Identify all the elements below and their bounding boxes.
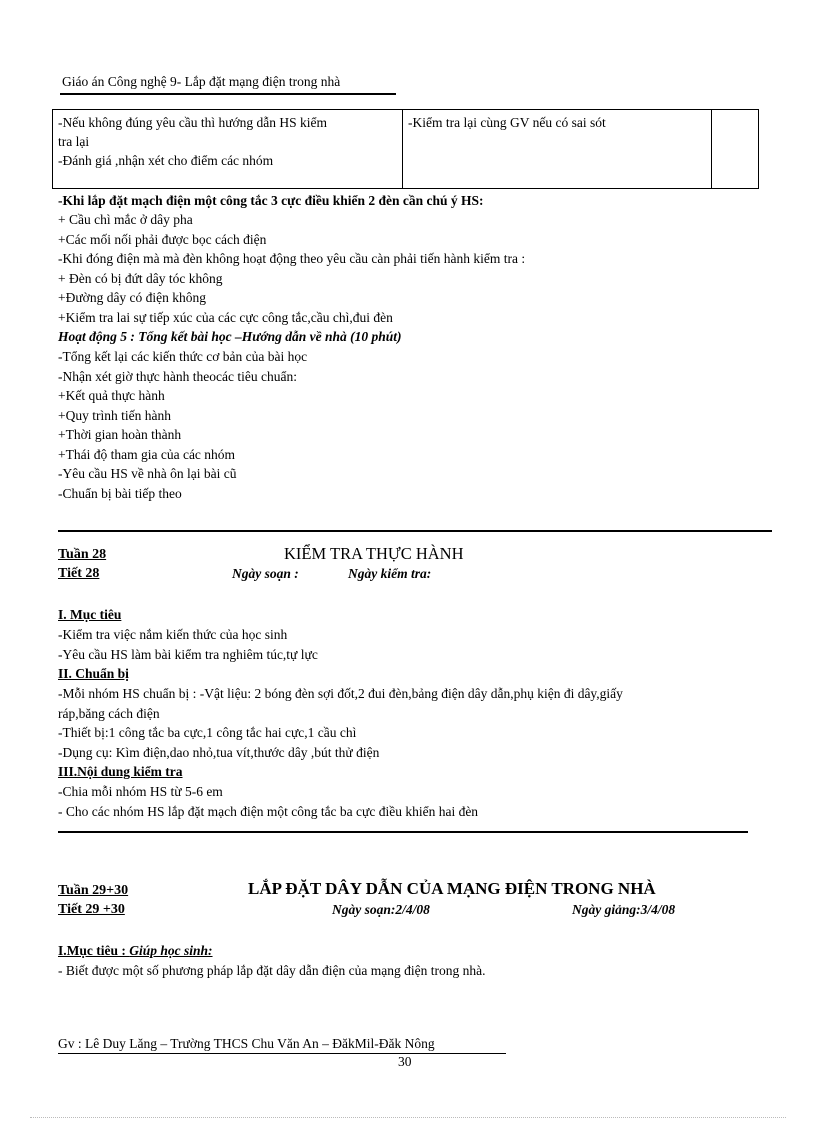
list-item: - Biết được một số phương pháp lắp đặt dây dẫn điện của mạng điện trong nhà. bbox=[58, 963, 486, 978]
activity5-heading: Hoạt động 5 : Tổng kết bài học –Hướng dẫn về nhà (10 phút) bbox=[58, 329, 402, 344]
lesson29-objective-list bbox=[58, 961, 485, 981]
section-divider bbox=[58, 831, 748, 833]
section-divider bbox=[58, 530, 772, 532]
footer-underline bbox=[58, 1053, 506, 1054]
list-item: +Quy trình tiến hành bbox=[58, 407, 171, 423]
list-item: +Thái độ tham gia của các nhóm bbox=[58, 446, 236, 462]
list-item: -Yêu cầu HS làm bài kiểm tra nghiêm túc,tự lực bbox=[58, 646, 318, 662]
notes-heading: -Khi lắp đặt mạch điện một công tắc 3 cực điều khiển 2 đèn cần chú ý HS: bbox=[58, 193, 484, 208]
lesson28-sec1-list bbox=[58, 625, 318, 664]
lesson28-sec2-title: II. Chuẩn bị bbox=[58, 666, 129, 681]
list-item: + Cầu chì mắc ở dây pha bbox=[58, 212, 193, 227]
table-line: -Đánh giá ,nhận xét cho điểm các nhóm bbox=[58, 153, 274, 168]
activity5-list bbox=[58, 347, 307, 503]
lesson28-sec2-list bbox=[58, 684, 623, 762]
lesson28-test-date: Ngày kiểm tra: bbox=[348, 566, 432, 581]
list-item: -Khi đóng điện mà mà đèn không hoạt động theo yêu cầu càn phải tiến hành kiểm tra : bbox=[58, 251, 526, 266]
list-item: -Mỗi nhóm HS chuẩn bị : -Vật liệu: 2 bóng đèn sợi đốt,2 đui đèn,bảng điện dây dẫn,phụ kiện đi dây,giấy bbox=[58, 686, 623, 701]
page-edge bbox=[30, 1117, 786, 1118]
activity-table bbox=[52, 109, 759, 189]
table-line: tra lại bbox=[58, 134, 90, 149]
table-line: -Nếu không đúng yêu cầu thì hướng dẫn HS kiểm bbox=[58, 115, 328, 130]
objective-sub: Giúp học sinh: bbox=[129, 943, 213, 958]
list-item: +Kiểm tra lai sự tiếp xúc của các cực công tắc,cầu chì,đui đèn bbox=[58, 309, 393, 325]
list-item: -Chia mỗi nhóm HS từ 5-6 em bbox=[58, 784, 223, 799]
list-item: -Dụng cụ: Kìm điện,dao nhỏ,tua vít,thước dây ,bút thử điện bbox=[58, 744, 380, 760]
lesson28-sec1-title: I. Mục tiêu bbox=[58, 607, 122, 622]
list-item: ráp,băng cách điện bbox=[58, 705, 160, 721]
lesson29-period: Tiết 29 +30 bbox=[58, 902, 125, 917]
lesson29-objective bbox=[58, 941, 213, 961]
list-item: -Nhận xét giờ thực hành theocác tiêu chuẩn: bbox=[58, 368, 297, 384]
lesson29-prep-date: Ngày soạn:2/4/08 bbox=[332, 902, 430, 917]
list-item: +Đường dây có điện không bbox=[58, 290, 207, 305]
notes-list bbox=[58, 210, 525, 327]
page-number: 30 bbox=[398, 1054, 412, 1069]
table-cell-empty bbox=[712, 110, 759, 189]
lesson29-teach-date: Ngày giảng:3/4/08 bbox=[572, 902, 676, 917]
lesson28-week: Tuần 28 bbox=[58, 547, 107, 562]
list-item: + Đèn có bị đứt dây tóc không bbox=[58, 270, 223, 286]
list-item: +Các mối nối phải được bọc cách điện bbox=[58, 231, 267, 247]
footer-author: Gv : Lê Duy Lăng – Trường THCS Chu Văn An – ĐăkMil-Đăk Nông bbox=[58, 1036, 435, 1051]
lesson28-period: Tiết 28 bbox=[58, 566, 100, 581]
list-item: - Cho các nhóm HS lắp đặt mạch điện một công tắc ba cực điều khiển hai đèn bbox=[58, 803, 479, 819]
list-item: +Thời gian hoàn thành bbox=[58, 427, 182, 442]
table-cell-student bbox=[403, 110, 712, 189]
list-item: -Tổng kết lại các kiến thức cơ bản của bài học bbox=[58, 349, 308, 364]
list-item: -Thiết bị:1 công tắc ba cực,1 công tắc hai cực,1 cầu chì bbox=[58, 725, 357, 740]
list-item: +Kết quả thực hành bbox=[58, 388, 165, 403]
page-header-title: Giáo án Công nghệ 9- Lắp đặt mạng điện trong nhà bbox=[62, 74, 341, 89]
header-underline bbox=[60, 93, 396, 95]
lesson29-week: Tuần 29+30 bbox=[58, 883, 129, 898]
list-item: -Chuẩn bị bài tiếp theo bbox=[58, 485, 182, 501]
list-item: -Kiểm tra việc nắm kiến thức của học sinh bbox=[58, 627, 288, 642]
lesson28-title: KIỂM TRA THỰC HÀNH bbox=[284, 544, 464, 563]
table-line: -Kiểm tra lại cùng GV nếu có sai sót bbox=[408, 115, 606, 130]
list-item: -Yêu cầu HS về nhà ôn lại bài cũ bbox=[58, 466, 237, 481]
lesson29-title: LẮP ĐẶT DÂY DẪN CỦA MẠNG ĐIỆN TRONG NHÀ bbox=[248, 879, 656, 898]
lesson28-sec3-list bbox=[58, 782, 478, 821]
objective-label: I.Mục tiêu : bbox=[58, 943, 130, 958]
lesson28-prep-date: Ngày soạn : bbox=[232, 566, 299, 581]
lesson28-sec3-title: III.Nội dung kiểm tra bbox=[58, 764, 183, 779]
table-cell-teacher bbox=[53, 110, 403, 189]
